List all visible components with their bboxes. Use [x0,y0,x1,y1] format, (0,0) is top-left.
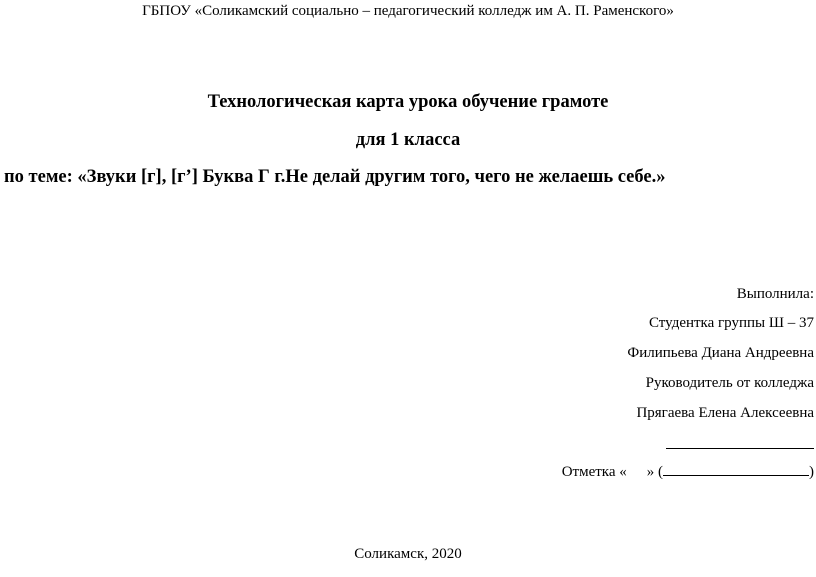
lesson-topic: по теме: «Звуки [г], [г’] Буква Г г.Не делай другим того, чего не желаешь себе.» [4,167,666,187]
signature-line [666,448,814,449]
grade-level: для 1 класса [355,130,461,150]
completed-by-label: Выполнила: [736,286,814,302]
student-group: Студентка группы Ш – 37 [648,315,814,331]
supervisor-label: Руководитель от колледжа [645,375,814,391]
grade-close-paren: ) [809,464,814,480]
document-title: Технологическая карта урока обучение грамоте [207,92,609,112]
student-name: Филипьева Диана Андреевна [627,345,814,361]
grade-close-quote: » ( [646,464,663,480]
place-year: Соликамск, 2020 [354,546,462,562]
grade-signature-blank [663,461,809,476]
supervisor-name: Прягаева Елена Алексеевна [636,405,814,421]
institution-header: ГБПОУ «Соликамский социально – педагогический колледж им А. П. Раменского» [142,3,674,19]
grade-label: Отметка « [561,464,627,480]
grade-line [562,461,814,481]
